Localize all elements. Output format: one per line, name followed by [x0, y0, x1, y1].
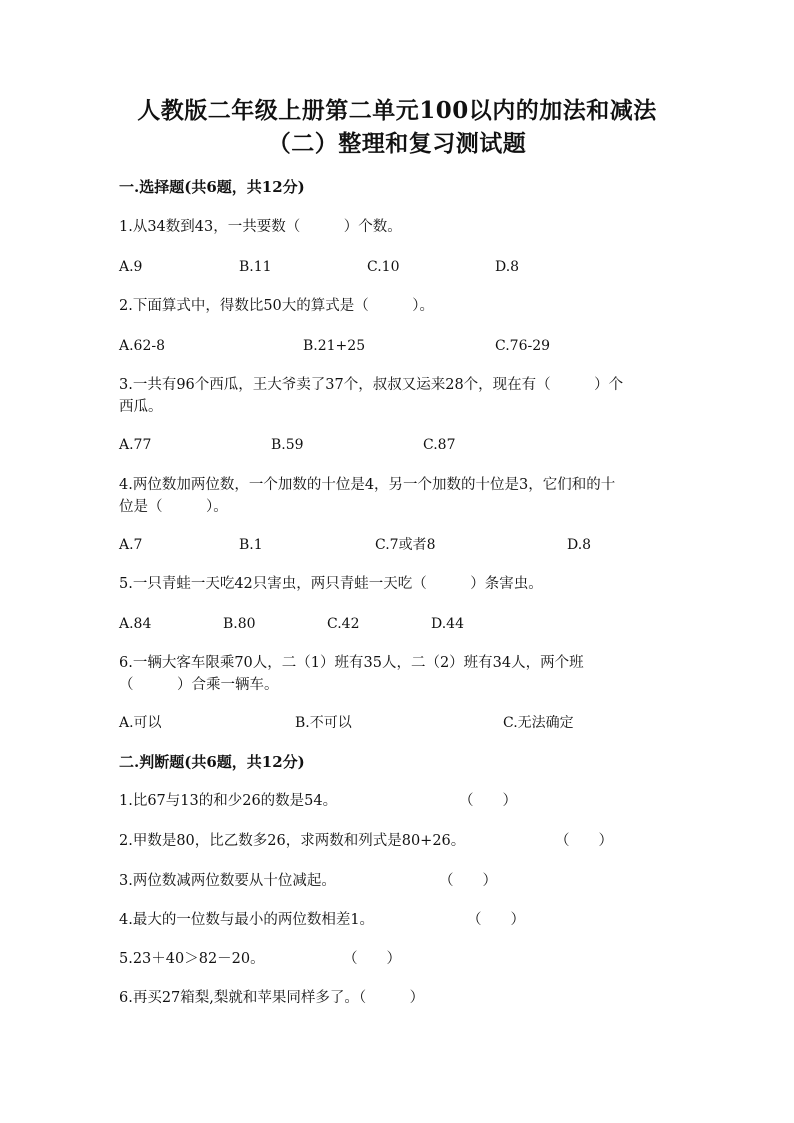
judgment-4-answer-blank[interactable]: （ ）: [467, 912, 525, 928]
question-5-option-b[interactable]: B.80: [223, 616, 256, 632]
question-1-text: 1.从34数到43，一共要数（ ）个数。: [119, 219, 402, 235]
question-3-option-b[interactable]: B.59: [271, 437, 304, 453]
question-6-text-line-1: 6.一辆大客车限乘70人，二（1）班有35人，二（2）班有34人，两个班: [119, 655, 584, 671]
question-6-option-a[interactable]: A.可以: [119, 715, 162, 731]
question-2-option-a[interactable]: A.62-8: [119, 338, 166, 354]
question-4-option-d[interactable]: D.8: [567, 537, 592, 553]
judgment-1-text: 1.比67与13的和少26的数是54。: [119, 793, 338, 809]
judgment-6-text: 6.再买27箱梨,梨就和苹果同样多了。（ ）: [119, 990, 425, 1006]
question-6-text-line-2: （ ）合乘一辆车。: [119, 677, 279, 693]
question-2-text: 2.下面算式中，得数比50大的算式是（ ）。: [119, 298, 435, 314]
question-5-text: 5.一只青蛙一天吃42只害虫，两只青蛙一天吃（ ）条害虫。: [119, 576, 543, 592]
question-4-option-a[interactable]: A.7: [119, 537, 143, 553]
judgment-2-text: 2.甲数是80，比乙数多26，求两数和列式是80+26。: [119, 833, 466, 849]
question-3-option-a[interactable]: A.77: [119, 437, 152, 453]
judgment-4-text: 4.最大的一位数与最小的两位数相差1。: [119, 912, 375, 928]
question-1-option-c[interactable]: C.10: [367, 259, 400, 275]
question-6-option-b[interactable]: B.不可以: [295, 715, 352, 731]
question-4-option-b[interactable]: B.1: [239, 537, 263, 553]
question-1-option-b[interactable]: B.11: [239, 259, 272, 275]
question-1-option-d[interactable]: D.8: [495, 259, 520, 275]
document-title-line-2: （二）整理和复习测试题: [267, 130, 527, 157]
judgment-5-text: 5.23＋40＞82－20。: [119, 951, 265, 967]
question-5-option-a[interactable]: A.84: [119, 616, 152, 632]
question-3-text-line-1: 3.一共有96个西瓜，王大爷卖了37个，叔叔又运来28个，现在有（ ）个: [119, 377, 624, 393]
section-2-heading: 二.判断题(共6题，共12分): [119, 753, 305, 771]
judgment-2-answer-blank[interactable]: （ ）: [555, 833, 613, 849]
question-2-option-b[interactable]: B.21+25: [303, 338, 366, 354]
question-4-option-c[interactable]: C.7或者8: [375, 537, 436, 553]
question-5-option-c[interactable]: C.42: [327, 616, 360, 632]
question-1-option-a[interactable]: A.9: [119, 259, 143, 275]
section-1-heading: 一.选择题(共6题，共12分): [119, 178, 305, 196]
question-3-text-line-2: 西瓜。: [119, 399, 163, 415]
judgment-3-text: 3.两位数减两位数要从十位减起。: [119, 873, 336, 889]
question-4-text-line-1: 4.两位数加两位数，一个加数的十位是4，另一个加数的十位是3，它们和的十: [119, 477, 616, 493]
judgment-1-answer-blank[interactable]: （ ）: [459, 793, 517, 809]
question-6-option-c[interactable]: C.无法确定: [503, 715, 574, 731]
judgment-5-answer-blank[interactable]: （ ）: [343, 951, 401, 967]
document-title-line-1: 人教版二年级上册第二单元100以内的加法和减法: [137, 97, 657, 124]
question-3-option-c[interactable]: C.87: [423, 437, 456, 453]
question-5-option-d[interactable]: D.44: [431, 616, 464, 632]
question-2-option-c[interactable]: C.76-29: [495, 338, 551, 354]
question-4-text-line-2: 位是（ ）。: [119, 499, 228, 515]
judgment-3-answer-blank[interactable]: （ ）: [439, 873, 497, 889]
